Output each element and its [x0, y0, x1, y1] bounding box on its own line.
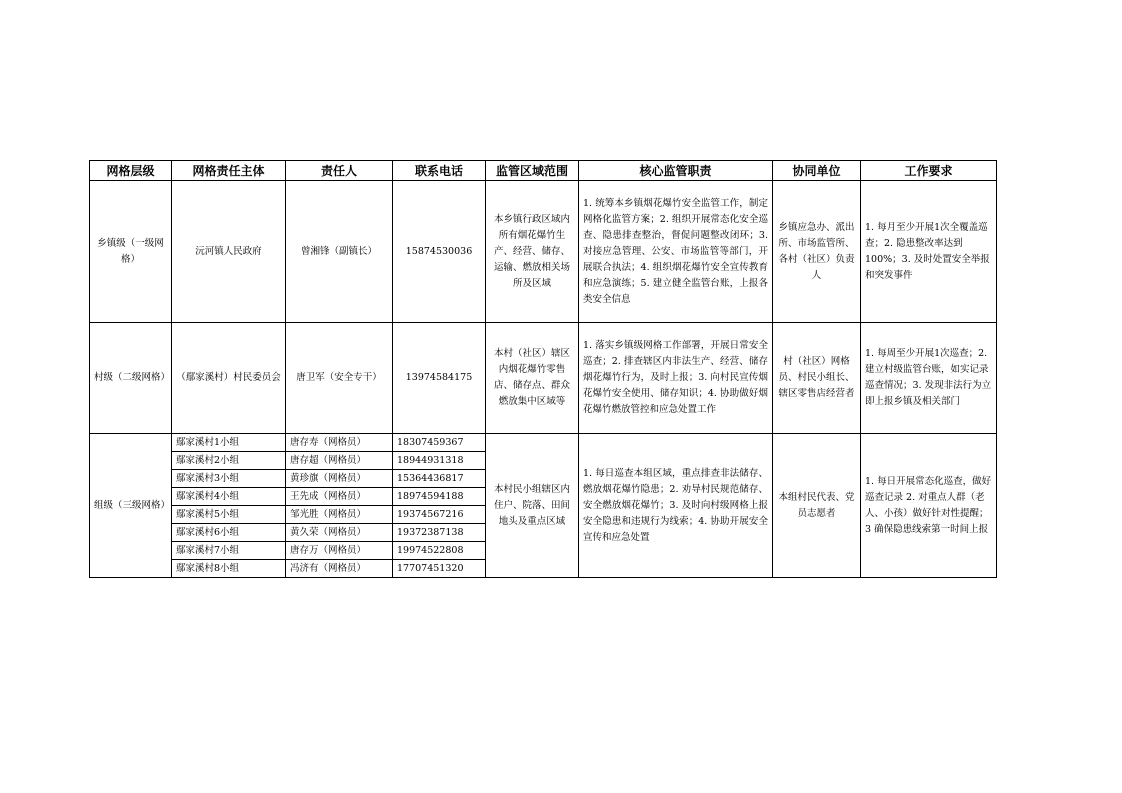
group8-phone: 17707451320 — [393, 560, 486, 578]
level2-partners: 村（社区）网格员、村民小组长、辖区零售店经营者 — [773, 323, 861, 434]
level3-duties: 1. 每日巡查本组区域，重点排查非法储存、燃放烟花爆竹隐患；2. 劝导村民规范储存、安全燃放烟花爆竹；3. 及时向村级网格上报安全隐患和违规行为线索；4. 协助开展安全宣传和应急处置 — [579, 434, 773, 578]
level1-entity: 沅河镇人民政府 — [172, 181, 286, 323]
level2-person: 唐卫军（安全专干） — [286, 323, 393, 434]
header-phone: 联系电话 — [393, 161, 486, 181]
table-row-level3-group1 — [90, 434, 997, 452]
group8-entity: 鄢家溪村8小组 — [172, 560, 286, 578]
level1-requirements: 1. 每月至少开展1次全覆盖巡查；2. 隐患整改率达到100%；3. 及时处置安全举报和突发事件 — [861, 181, 997, 323]
header-duties: 核心监管职责 — [579, 161, 773, 181]
level1-phone: 15874530036 — [393, 181, 486, 323]
group2-entity: 鄢家溪村2小组 — [172, 452, 286, 470]
group3-phone: 15364436817 — [393, 470, 486, 488]
group5-entity: 鄢家溪村5小组 — [172, 506, 286, 524]
level1-partners: 乡镇应急办、派出所、市场监管所、各村（社区）负责人 — [773, 181, 861, 323]
group7-phone: 19974522808 — [393, 542, 486, 560]
group1-person: 唐存寿（网格员） — [286, 434, 393, 452]
level2-area: 本村（社区）辖区内烟花爆竹零售店、储存点、群众燃放集中区域等 — [486, 323, 579, 434]
group2-phone: 18944931318 — [393, 452, 486, 470]
level2-entity: （鄢家溪村）村民委员会 — [172, 323, 286, 434]
group4-phone: 18974594188 — [393, 488, 486, 506]
level2-level: 村级（二级网格） — [90, 323, 172, 434]
level1-area: 本乡镇行政区域内所有烟花爆竹生产、经营、储存、运输、燃放相关场所及区域 — [486, 181, 579, 323]
table-header-row — [90, 161, 997, 181]
group1-phone: 18307459367 — [393, 434, 486, 452]
table-row-level1 — [90, 181, 997, 323]
group4-person: 王先成（网格员） — [286, 488, 393, 506]
header-level: 网格层级 — [90, 161, 172, 181]
level1-level: 乡镇级（一级网格） — [90, 181, 172, 323]
header-area: 监管区域范围 — [486, 161, 579, 181]
level1-person: 曾湘锋（副镇长） — [286, 181, 393, 323]
group3-person: 黄珍旗（网格员） — [286, 470, 393, 488]
group5-phone: 19374567216 — [393, 506, 486, 524]
grid-responsibility-table — [89, 160, 997, 578]
group4-entity: 鄢家溪村4小组 — [172, 488, 286, 506]
group7-entity: 鄢家溪村7小组 — [172, 542, 286, 560]
group8-person: 冯济有（网格员） — [286, 560, 393, 578]
level1-duties: 1. 统筹本乡镇烟花爆竹安全监管工作，制定网格化监管方案；2. 组织开展常态化安全巡查、隐患排查整治，督促问题整改闭环；3. 对接应急管理、公安、市场监管等部门，开展联合执法；4. 组织烟花爆竹安全宣传教育和应急演练；5. 建立健全监管台账，上报各类安全信息 — [579, 181, 773, 323]
table-row-level2 — [90, 323, 997, 434]
group5-person: 邹光胜（网格员） — [286, 506, 393, 524]
header-requirements: 工作要求 — [861, 161, 997, 181]
group2-person: 唐存超（网格员） — [286, 452, 393, 470]
header-entity: 网格责任主体 — [172, 161, 286, 181]
group7-person: 唐存万（网格员） — [286, 542, 393, 560]
level3-level: 组级（三级网格） — [90, 434, 172, 578]
level3-requirements: 1. 每日开展常态化巡查，做好巡查记录 2. 对重点人群（老人、小孩）做好针对性提醒；3 确保隐患线索第一时间上报 — [861, 434, 997, 578]
header-partners: 协同单位 — [773, 161, 861, 181]
level3-partners: 本组村民代表、党员志愿者 — [773, 434, 861, 578]
group3-entity: 鄢家溪村3小组 — [172, 470, 286, 488]
group6-person: 黄久荣（网格员） — [286, 524, 393, 542]
level2-duties: 1. 落实乡镇级网格工作部署，开展日常安全巡查；2. 排查辖区内非法生产、经营、储存烟花爆竹行为，及时上报；3. 向村民宣传烟花爆竹安全使用、储存知识；4. 协助做好烟花爆竹燃放管控和应急处置工作 — [579, 323, 773, 434]
level3-area: 本村民小组辖区内住户、院落、田间地头及重点区域 — [486, 434, 579, 578]
level2-phone: 13974584175 — [393, 323, 486, 434]
level2-requirements: 1. 每周至少开展1次巡查；2. 建立村级监管台账，如实记录巡查情况；3. 发现非法行为立即上报乡镇及相关部门 — [861, 323, 997, 434]
group1-entity: 鄢家溪村1小组 — [172, 434, 286, 452]
header-person: 责任人 — [286, 161, 393, 181]
group6-phone: 19372387138 — [393, 524, 486, 542]
group6-entity: 鄢家溪村6小组 — [172, 524, 286, 542]
